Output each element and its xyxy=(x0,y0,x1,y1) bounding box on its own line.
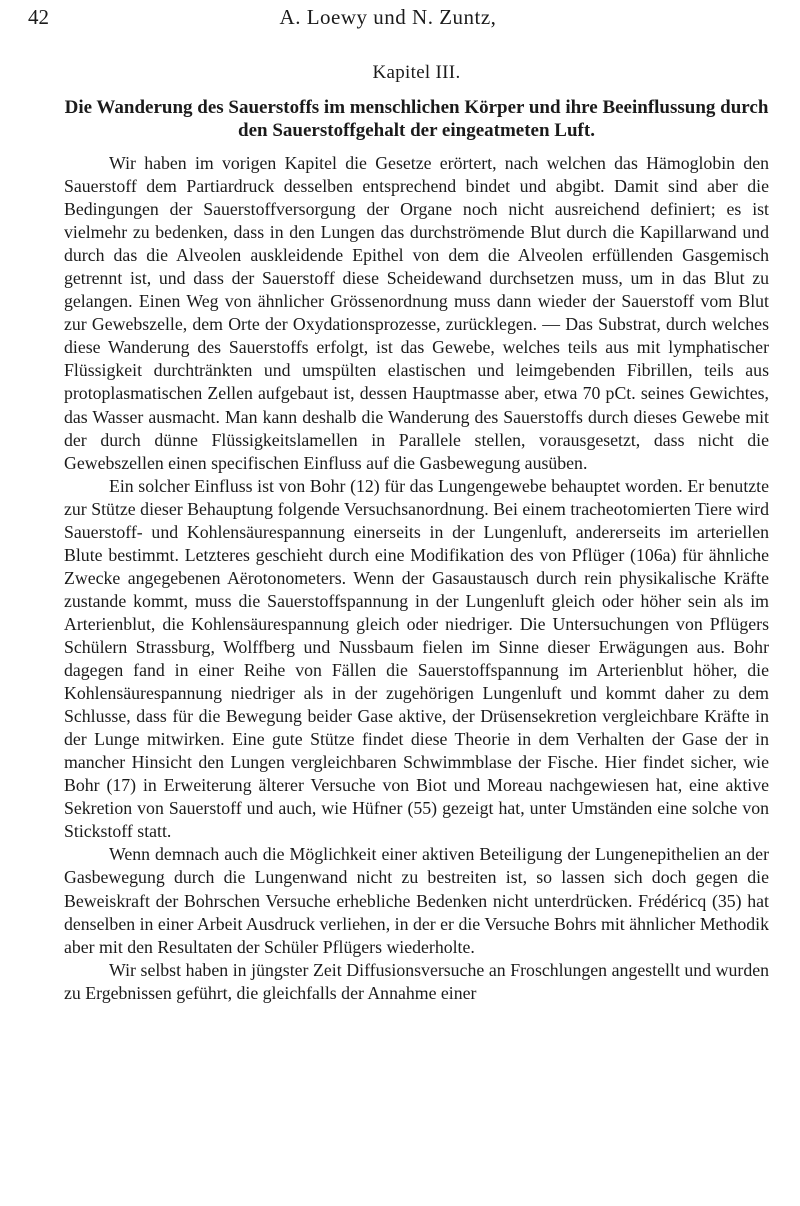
paragraph: Wir selbst haben in jüngster Zeit Diffusionsversuche an Froschlungen angestellt und wurden zu Ergebnissen geführt, die gleichfalls der Annahme einer xyxy=(64,959,769,1003)
running-head: A. Loewy und N. Zuntz, xyxy=(279,5,497,29)
paragraph: Ein solcher Einfluss ist von Bohr (12) für das Lungengewebe behauptet worden. Er benutzte zur Stütze dieser Behauptung folgende Versuchsanordnung. Bei einem tracheotomierten Tiere wird Sauerstoff- und Kohlensäurespannung einerseits in der Lungenluft, andererseits im arteriellen Blute bestimmt. Letzteres geschieht durch eine Modifikation des von Pflüger (106a) für ähnliche Zwecke angegebenen Aërotonometers. Wenn der Gasaustausch durch rein physikalische Kräfte zustande kommt, muss die Sauerstoffspannung in der Lungenluft gleich oder höher sein als im Arterienblut, die Kohlensäurespannung gleich oder niedriger. Die Untersuchungen von Pflügers Schülern Strassburg, Wolffberg und Nussbaum fielen im Sinne dieser Erwägungen aus. Bohr dagegen fand in einer Reihe von Fällen die Sauerstoffspannung im Arterienblut höher, die Kohlensäurespannung niedriger als in der zugehörigen Lungenluft und kommt daher zu dem Schlusse, dass für die Bewegung beider Gase aktive, der Drüsensekretion vergleichbare Kräfte in der Lunge mitwirken. Eine gute Stütze findet diese Theorie in dem Verhalten der Gase der in mancher Hinsicht den Lungen vergleichbaren Schwimmblase der Fische. Hier findet sicher, wie Bohr (17) in Erweiterung älterer Versuche von Biot und Moreau nachgewiesen hat, eine aktive Sekretion von Sauerstoff und auch, wie Hüfner (55) gezeigt hat, unter Umständen eine solche von Stickstoff statt. xyxy=(64,475,769,842)
paragraph: Wenn demnach auch die Möglichkeit einer aktiven Beteiligung der Lungenepithelien an der Gasbewegung durch die Lungenwand nicht zu bestreiten ist, so lassen sich doch gegen die Beweiskraft der Bohrschen Versuche erhebliche Bedenken nicht unterdrücken. Frédéricq (35) hat denselben in einer Arbeit Ausdruck verliehen, in der er die Versuche Bohrs mit ähnlicher Methodik aber mit den Resultaten der Schüler Pflügers wiederholte. xyxy=(64,844,769,957)
chapter-label: Kapitel III. xyxy=(372,62,461,83)
chapter-title: Die Wanderung des Sauerstoffs im menschlichen Körper und ihre Beeinflussung durch den Sauerstoffgehalt der eingeatmeten Luft. xyxy=(64,97,769,141)
page-body xyxy=(64,62,769,1005)
page-number: 42 xyxy=(28,5,49,29)
page-header xyxy=(28,5,748,45)
paragraph: Wir haben im vorigen Kapitel die Gesetze erörtert, nach welchen das Hämoglobin den Sauerstoff dem Partiardruck desselben entsprechend bindet und abgibt. Damit sind aber die Bedingungen der Sauerstoffversorgung der Organe noch nicht ausreichend definiert; es ist vielmehr zu bedenken, dass in den Lungen das durchströmende Blut durch die Kapillarwand und durch das die Alveolen auskleidende Epithel von dem die Alveolen erfüllenden Gasgemisch getrennt ist, und dass der Sauerstoff diese Scheidewand durchsetzen muss, um in das Blut zu gelangen. Einen Weg von ähnlicher Grössenordnung muss dann wieder der Sauerstoff vom Blut zur Gewebszelle, dem Orte der Oxydationsprozesse, zurücklegen. — Das Substrat, durch welches diese Wanderung des Sauerstoffs erfolgt, ist das Gewebe, welches teils aus mit lymphatischer Flüssigkeit durchtränkten und umspülten elastischen und leimgebenden Fibrillen, teils aus protoplasmatischen Zellen aufgebaut ist, dessen Hauptmasse aber, etwa 70 pCt. seines Gewichtes, das Wasser ausmacht. Man kann deshalb die Wanderung des Sauerstoffs durch dieses Gewebe mit der durch dünne Flüssigkeitslamellen in Parallele stellen, vorausgesetzt, dass nicht die Gewebszellen einen specifischen Einfluss auf die Gasbewegung ausüben. xyxy=(64,153,769,473)
